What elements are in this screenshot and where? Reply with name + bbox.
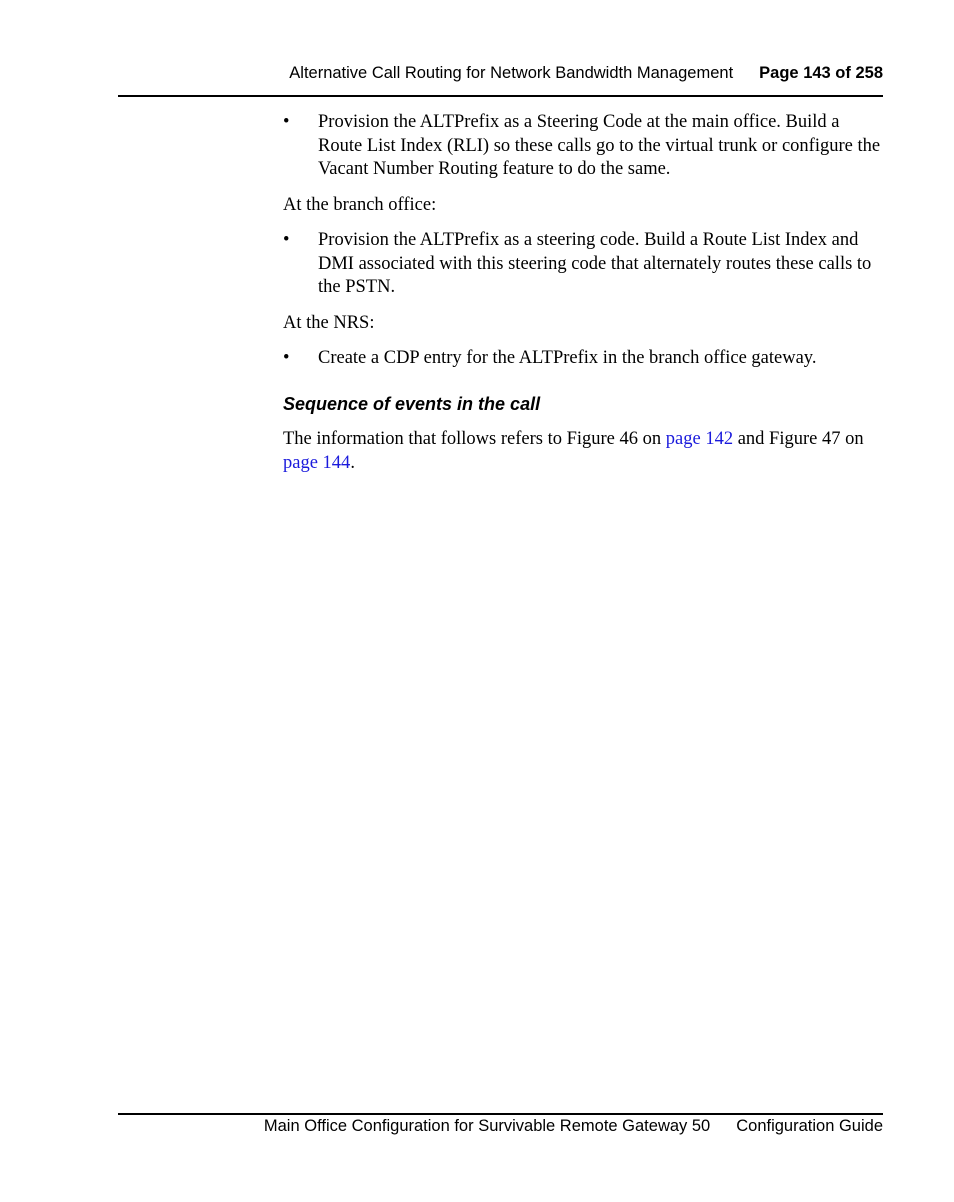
link-page-142[interactable]: page 142 xyxy=(665,429,734,449)
bullet-marker: • xyxy=(283,112,290,132)
bullet-text: Provision the ALTPrefix as a Steering Code at the main office. Build a Route List Index (RLI) so these calls go to the virtual trunk or configure the Vacant Number Routing feature to do the same. xyxy=(318,112,881,179)
bullet-text: Create a CDP entry for the ALTPrefix in the branch office gateway. xyxy=(318,348,817,368)
header-page-number: Page 143 of 258 xyxy=(759,64,883,82)
footer-doc-type: Configuration Guide xyxy=(736,1117,883,1135)
paragraph-branch-office: At the branch office: xyxy=(283,194,437,215)
footer-rule xyxy=(118,1113,883,1115)
bullet-marker: • xyxy=(283,230,290,250)
info-text: The information that follows refers to Figure 46 on xyxy=(283,429,666,449)
header-rule xyxy=(118,95,883,97)
list-item xyxy=(283,229,883,300)
list-item xyxy=(283,111,883,182)
section-subheading: Sequence of events in the call xyxy=(283,393,541,414)
info-text: and Figure 47 on xyxy=(733,429,864,449)
list-item xyxy=(283,347,883,371)
footer-doc-title: Main Office Configuration for Survivable Remote Gateway 50 xyxy=(263,1117,711,1135)
paragraph-info xyxy=(283,428,883,475)
header-section-title: Alternative Call Routing for Network Bandwidth Management xyxy=(289,64,734,82)
link-page-144[interactable]: page 144 xyxy=(283,452,351,473)
page-footer xyxy=(118,1117,883,1136)
bullet-text: Provision the ALTPrefix as a steering code. Build a Route List Index and DMI associated with this steering code that alternately routes these calls to the PSTN. xyxy=(318,230,872,297)
paragraph-nrs: At the NRS: xyxy=(283,312,375,333)
page-header xyxy=(118,64,883,88)
bullet-marker: • xyxy=(283,348,290,368)
page-content xyxy=(283,111,883,487)
info-text: . xyxy=(350,452,355,473)
